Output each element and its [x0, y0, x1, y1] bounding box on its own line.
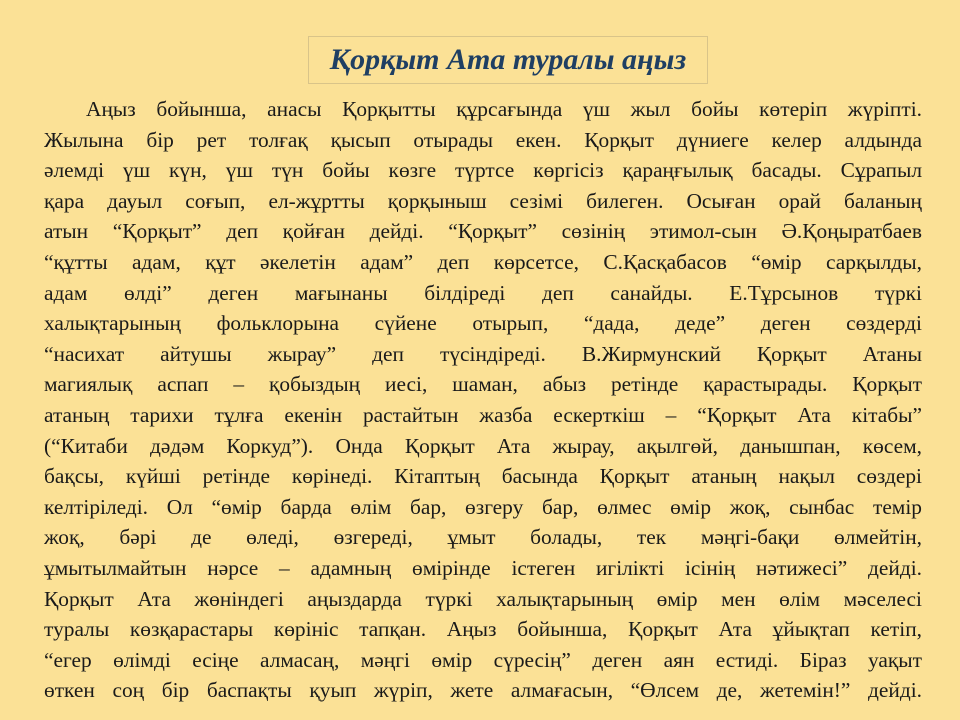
body-paragraph [44, 94, 922, 706]
paragraph-line: туралы көзқарастары көрініс тапқан. Аңыз бойынша, Қорқыт Ата ұйықтап кетіп, [44, 617, 922, 642]
paragraph-line: Аңыз бойынша, анасы Қорқытты құрсағында үш жыл бойы көтеріп жүріпті. [86, 97, 922, 121]
paragraph-line: өткен соң бір баспақты қуып жүріп, жете алмағасын, “Өлсем де, жетемін!” дейді. [44, 678, 922, 703]
slide-title: Қорқыт Ата туралы аңыз [308, 36, 708, 84]
paragraph-line: Жылына бір рет толғақ қысып отырады екен. Қорқыт дүниеге келер алдында [44, 127, 922, 152]
paragraph-line: “құтты адам, құт әкелетін адам” деп көрсетсе, С.Қасқабасов “өмір сарқылды, [44, 249, 922, 274]
paragraph-line: бақсы, күйші ретінде көрінеді. Кітаптың басында Қорқыт атаның нақыл сөздері [44, 464, 922, 489]
paragraph-line: қара дауыл соғып, ел-жұртты қорқыныш сезімі билеген. Осыған орай баланың [44, 188, 922, 213]
paragraph-line: магиялық аспап – қобыздың иесі, шаман, абыз ретінде қарастырады. Қорқыт [44, 372, 922, 397]
paragraph-line: әлемді үш күн, үш түн бойы көзге түртсе көргісіз қараңғылық басады. Сұрапыл [44, 158, 922, 183]
paragraph-line: ұмытылмайтын нәрсе – адамның өмірінде істеген игілікті ісінің нәтижесі” дейді. [44, 555, 922, 580]
paragraph-line: атын “Қорқыт” деп қойған дейді. “Қорқыт” сөзінің этимол-сын Ә.Қоңыратбаев [44, 219, 922, 244]
paragraph-line: “насихат айтушы жырау” деп түсіндіреді. В.Жирмунский Қорқыт Атаны [44, 341, 922, 366]
paragraph-line: адам өлді” деген мағынаны білдіреді деп санайды. Е.Тұрсынов түркі [44, 280, 922, 305]
paragraph-line: халықтарының фольклорына сүйене отырып, “дада, деде” деген сөздерді [44, 311, 922, 336]
paragraph-line: келтіріледі. Ол “өмір барда өлім бар, өзгеру бар, өлмес өмір жоқ, сынбас темір [44, 494, 922, 519]
paragraph-line: “егер өлімді есіңе алмасаң, мәңгі өмір сүресің” деген аян естиді. Біраз уақыт [44, 647, 922, 672]
paragraph-line: (“Китаби дәдәм Коркуд”). Онда Қорқыт Ата жырау, ақылгөй, данышпан, көсем, [44, 433, 922, 458]
paragraph-line: Қорқыт Ата жөніндегі аңыздарда түркі халықтарының өмір мен өлім мәселесі [44, 586, 922, 611]
paragraph-line: жоқ, бәрі де өледі, өзгереді, ұмыт болады, тек мәңгі-бақи өлмейтін, [44, 525, 922, 550]
paragraph-line: атаның тарихи тұлға екенін растайтын жазба ескерткіш – “Қорқыт Ата кітабы” [44, 402, 922, 427]
